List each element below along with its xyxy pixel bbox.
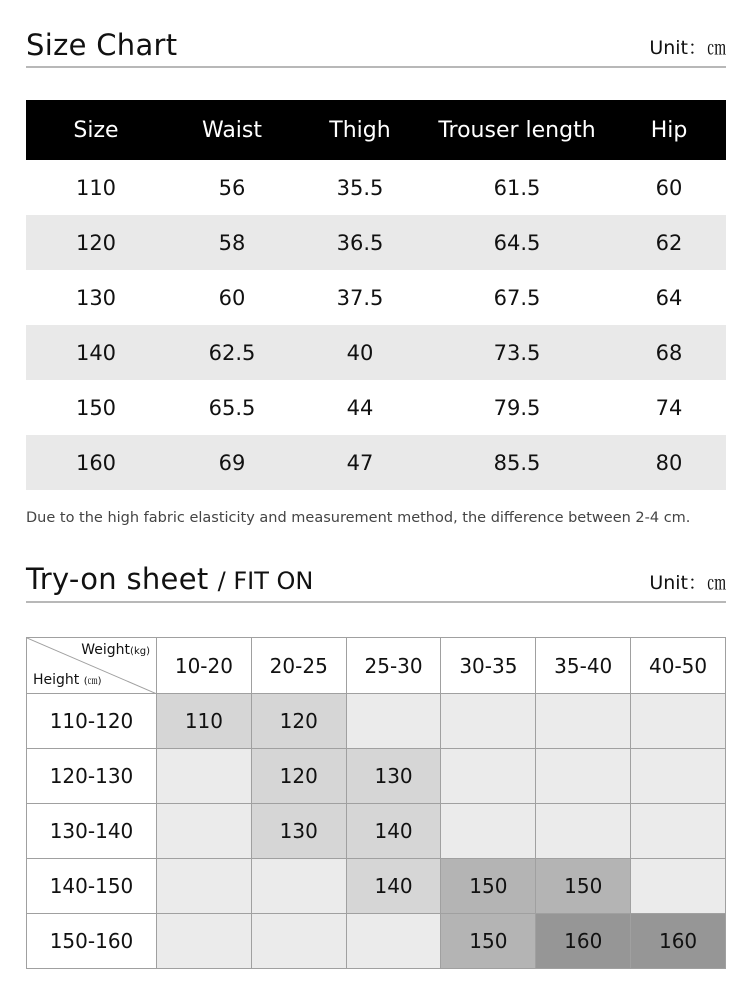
size-cell: 150 (75, 395, 117, 420)
size-chart-unit: Unit：㎝ (649, 37, 726, 59)
weight-range-header: 35-40 (536, 638, 631, 694)
fit-sheet-title: Try-on sheet (26, 562, 209, 596)
size-chart-header (26, 28, 726, 68)
size-row (26, 270, 726, 325)
fit-row (27, 694, 726, 749)
fit-sheet-table (26, 637, 726, 969)
col-hip: Hip (612, 100, 726, 160)
size-cell: 80 (612, 435, 726, 490)
weight-range-header: 25-30 (346, 638, 441, 694)
fit-sheet-title-group (26, 562, 314, 596)
height-range-header: 140-150 (27, 859, 157, 914)
size-cell: 64 (655, 285, 683, 310)
size-cell: 35.5 (336, 175, 384, 200)
size-cell: 62 (612, 215, 726, 270)
fit-size-cell: 150 (441, 859, 536, 914)
size-cell: 56 (218, 175, 246, 200)
weight-axis-label: Weight(kg) (81, 642, 150, 658)
size-row (26, 380, 726, 435)
size-row (26, 215, 726, 270)
fit-size-cell (157, 749, 252, 804)
fit-size-cell: 130 (346, 749, 441, 804)
fit-sheet-header (26, 563, 726, 603)
fit-row (27, 859, 726, 914)
size-row (26, 325, 726, 380)
fit-sheet-header-row (27, 638, 726, 694)
fit-size-cell: 110 (157, 694, 252, 749)
col-trouser-length: Trouser length (422, 100, 612, 160)
fit-size-cell (157, 804, 252, 859)
fit-size-cell: 140 (346, 804, 441, 859)
size-cell: 79.5 (493, 395, 541, 420)
size-cell: 60 (655, 175, 683, 200)
fit-size-cell: 120 (251, 694, 346, 749)
size-chart-header-row (26, 100, 726, 160)
height-range-header: 110-120 (27, 694, 157, 749)
fit-size-cell (346, 694, 441, 749)
fit-size-cell (441, 694, 536, 749)
size-cell: 68 (612, 325, 726, 380)
size-cell: 120 (26, 215, 166, 270)
fit-size-cell (251, 914, 346, 969)
fit-size-cell (631, 859, 726, 914)
fit-size-cell (251, 859, 346, 914)
fit-size-cell (441, 804, 536, 859)
weight-range-header: 20-25 (251, 638, 346, 694)
fit-sheet-subtitle: / FIT ON (217, 567, 314, 595)
size-cell: 37.5 (336, 285, 384, 310)
size-cell: 74 (655, 395, 683, 420)
fit-size-cell: 160 (536, 914, 631, 969)
fit-size-cell (631, 694, 726, 749)
fit-size-cell (157, 914, 252, 969)
weight-range-header: 40-50 (631, 638, 726, 694)
size-row (26, 435, 726, 490)
size-cell: 110 (75, 175, 117, 200)
size-row (26, 160, 726, 215)
size-cell: 47 (298, 435, 422, 490)
fit-size-cell (536, 804, 631, 859)
fit-size-cell: 130 (251, 804, 346, 859)
size-cell: 61.5 (493, 175, 541, 200)
fit-size-cell (441, 749, 536, 804)
col-thigh: Thigh (298, 100, 422, 160)
size-cell: 73.5 (422, 325, 612, 380)
col-size: Size (26, 100, 166, 160)
fit-size-cell (536, 749, 631, 804)
fit-size-cell (631, 749, 726, 804)
size-cell: 64.5 (422, 215, 612, 270)
size-cell: 67.5 (493, 285, 541, 310)
size-cell: 44 (346, 395, 374, 420)
height-range-header: 120-130 (27, 749, 157, 804)
fit-sheet-unit: Unit：㎝ (649, 572, 726, 594)
fit-row (27, 749, 726, 804)
size-cell: 160 (26, 435, 166, 490)
size-cell: 65.5 (208, 395, 256, 420)
size-chart-title: Size Chart (26, 28, 178, 62)
col-waist: Waist (166, 100, 298, 160)
height-range-header: 130-140 (27, 804, 157, 859)
weight-range-header: 10-20 (157, 638, 252, 694)
size-cell: 60 (218, 285, 246, 310)
fit-size-cell (346, 914, 441, 969)
size-chart-table (26, 100, 726, 490)
fit-size-cell: 160 (631, 914, 726, 969)
weight-range-header: 30-35 (441, 638, 536, 694)
fit-size-cell: 140 (346, 859, 441, 914)
measurement-note: Due to the high fabric elasticity and measurement method, the difference between 2-4 cm. (26, 510, 691, 526)
size-cell: 85.5 (422, 435, 612, 490)
size-cell: 36.5 (298, 215, 422, 270)
fit-size-cell: 150 (441, 914, 536, 969)
fit-size-cell (157, 859, 252, 914)
size-cell: 40 (298, 325, 422, 380)
weight-height-corner (27, 638, 157, 694)
size-cell: 130 (75, 285, 117, 310)
size-cell: 140 (26, 325, 166, 380)
fit-size-cell (631, 804, 726, 859)
fit-size-cell: 150 (536, 859, 631, 914)
height-range-header: 150-160 (27, 914, 157, 969)
height-axis-label: Height (㎝) (33, 672, 102, 688)
size-cell: 62.5 (166, 325, 298, 380)
fit-size-cell (536, 694, 631, 749)
fit-size-cell: 120 (251, 749, 346, 804)
size-cell: 69 (166, 435, 298, 490)
fit-row (27, 804, 726, 859)
fit-row (27, 914, 726, 969)
size-cell: 58 (166, 215, 298, 270)
